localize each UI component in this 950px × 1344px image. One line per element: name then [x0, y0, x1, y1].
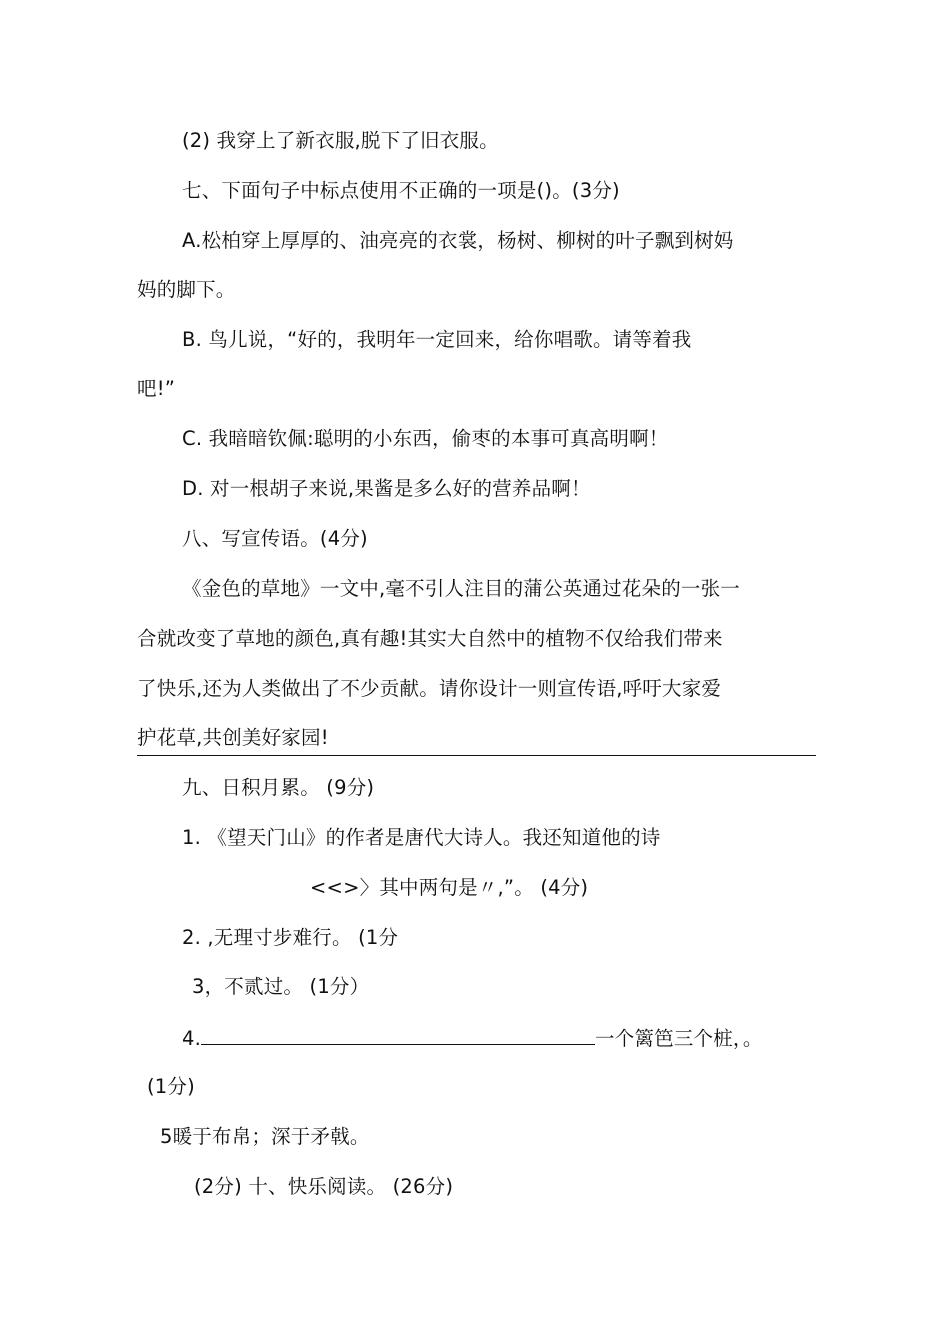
q8-heading: 八、写宣传语。(4分)	[182, 527, 368, 550]
q9-item-5: 5暖于布帛；深于矛戟。	[160, 1125, 370, 1148]
q9-item-3: 3，不贰过。 (1分）	[192, 975, 370, 998]
q9-item-2: 2. ,无理寸步难行。 (1分	[182, 926, 399, 949]
q10-heading: (2分) 十、快乐阅读。 (26分)	[194, 1175, 454, 1198]
q8-paragraph-line-1: 《金色的草地》一文中,毫不引人注目的蒲公英通过花朵的一张一	[182, 577, 740, 600]
answer-line[interactable]	[137, 755, 816, 756]
q7-option-c: C. 我暗暗钦佩:聪明的小东西，偷枣的本事可真高明啊！	[182, 427, 669, 450]
q8-paragraph-line-2: 合就改变了草地的颜色,真有趣!其实大自然中的植物不仅给我们带来	[137, 627, 723, 650]
q7-heading: 七、下面句子中标点使用不正确的一项是()。(3分)	[182, 179, 620, 202]
q9-item-1: 1. 《望天门山》的作者是唐代大诗人。我还知道他的诗	[182, 826, 661, 849]
q8-paragraph-line-4: 护花草,共创美好家园!	[137, 726, 329, 749]
q9-item-4-score: (1分)	[147, 1075, 195, 1098]
q7-option-d: D. 对一根胡子来说,果酱是多么好的营养品啊！	[182, 477, 591, 500]
q7-option-b-cont: 吧!”	[137, 377, 176, 400]
fill-in-blank[interactable]	[201, 1024, 595, 1045]
q7-option-a: A.松柏穿上厚厚的、油亮亮的衣裳，杨树、柳树的叶子飘到树妈	[182, 229, 734, 252]
q9-item-4	[182, 1024, 763, 1052]
q9-heading: 九、日积月累。 (9分)	[182, 776, 375, 799]
q6-item-2: (2) 我穿上了新衣服,脱下了旧衣服。	[182, 129, 499, 152]
q9-item-4-number: 4.	[182, 1027, 202, 1050]
q9-item-1-cont: <<>〉其中两句是〃,”。 (4分)	[310, 876, 589, 899]
q7-option-a-cont: 妈的脚下。	[137, 278, 236, 301]
q9-item-4-text: 一个篱笆三个桩，。	[595, 1027, 763, 1050]
q7-option-b: B. 鸟儿说，“好的，我明年一定回来，给你唱歌。请等着我	[182, 328, 692, 351]
q8-paragraph-line-3: 了快乐,还为人类做出了不少贡献。请你设计一则宣传语,呼吁大家爱	[137, 677, 722, 700]
